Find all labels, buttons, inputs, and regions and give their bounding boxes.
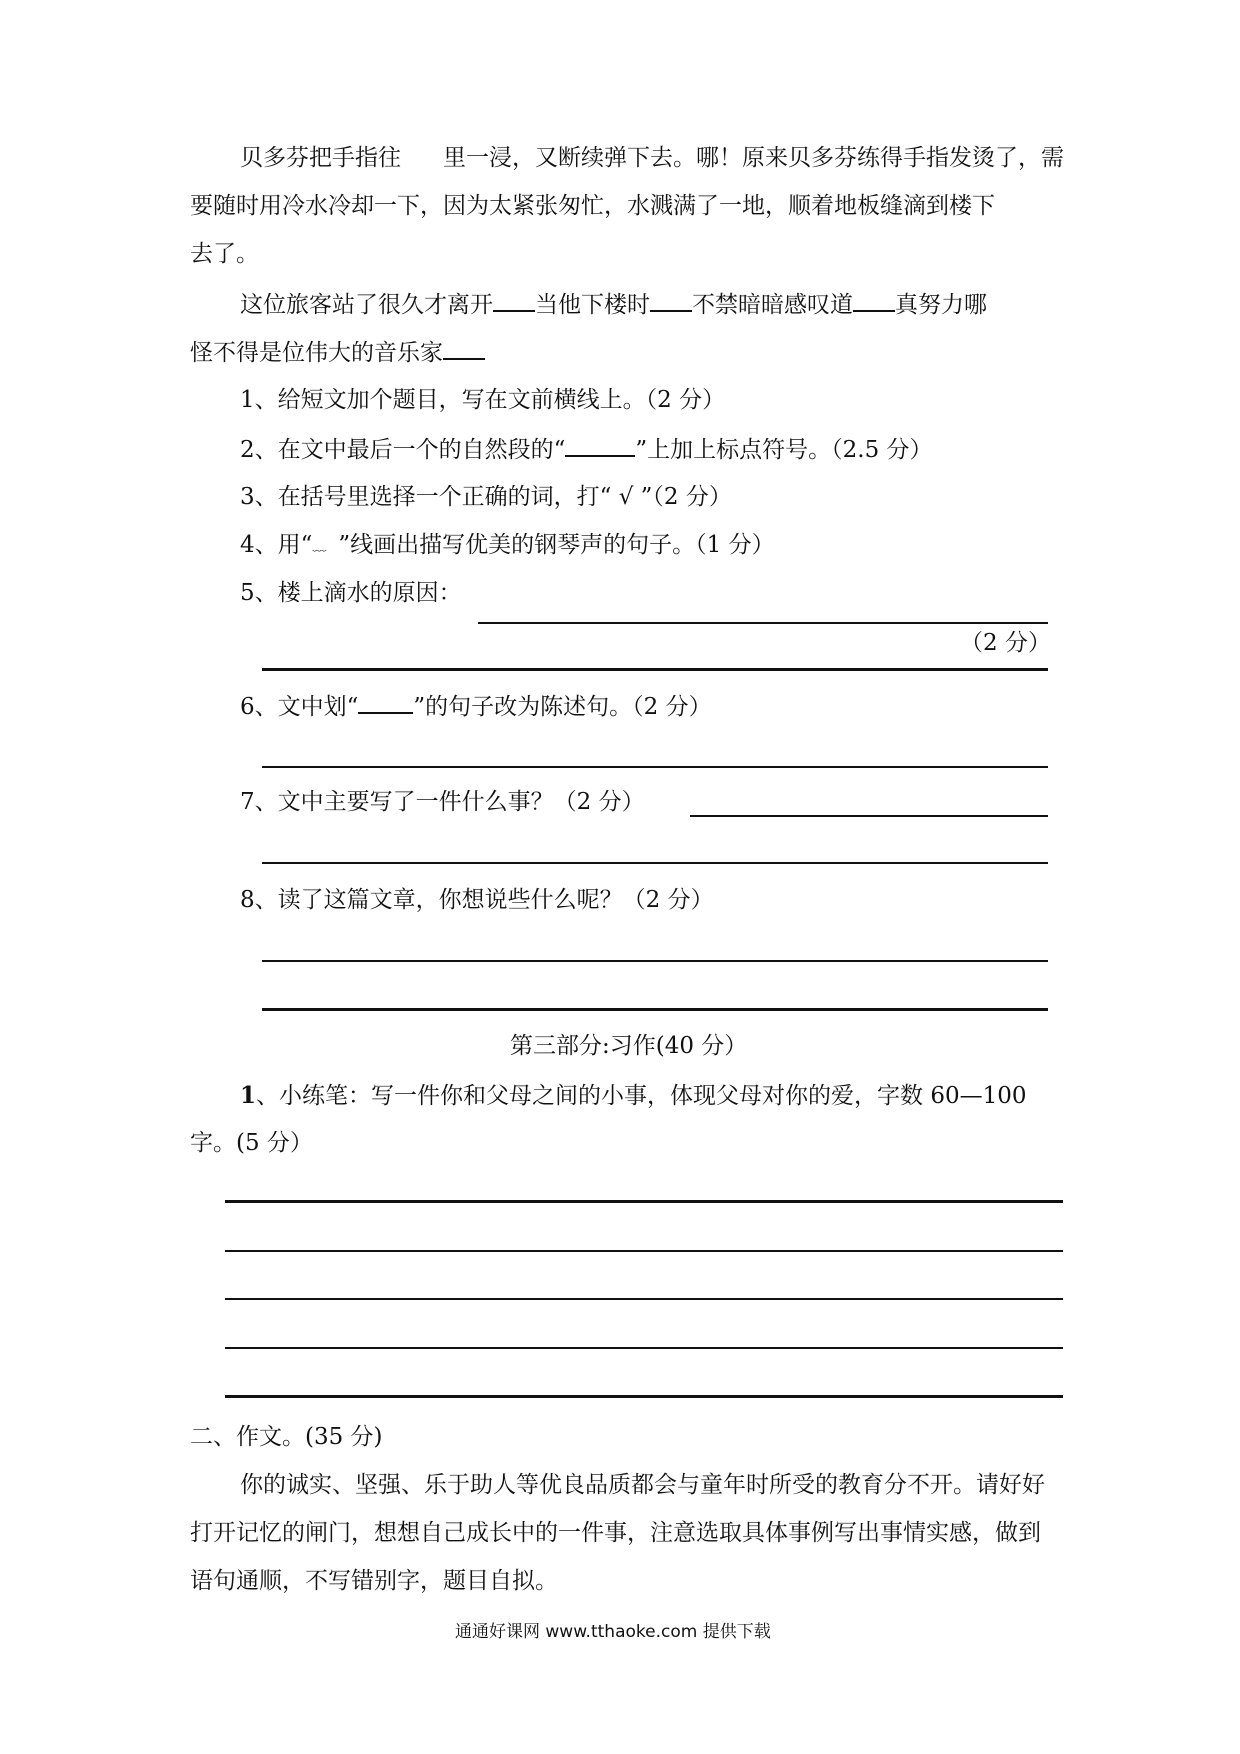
composition-title: 二、作文。(35 分) [190,1424,383,1450]
question-6 [240,692,712,722]
footer-credit: 通通好课网 www.tthaoke.com 提供下载 [455,1622,771,1642]
question-4 [240,532,775,560]
passage-line [240,290,987,320]
question-text: 2、在文中最后一个的自然段的“ [240,437,566,463]
passage-line: 去了。 [190,241,259,267]
answer-line[interactable] [262,668,1048,671]
question-5: 5、楼上滴水的原因： [240,580,462,606]
question-8: 8、读了这篇文章，你想说些什么呢？（2 分） [240,887,714,913]
writing-line[interactable] [225,1347,1063,1349]
writing-task-1-line2: 字。(5 分） [190,1130,313,1156]
question-text: ”上加上标点符号。（2.5 分） [635,437,933,463]
answer-line[interactable] [262,1008,1048,1011]
writing-task-1 [240,1082,1027,1111]
answer-line[interactable] [262,862,1048,864]
question-7: 7、文中主要写了一件什么事？（2 分） [240,789,645,815]
writing-line[interactable] [225,1200,1063,1203]
passage-text: 真努力哪 [895,292,987,318]
question-text: ”的句子改为陈述句。（2 分） [413,694,712,720]
writing-line[interactable] [225,1395,1063,1398]
composition-text: 打开记忆的闸门，想想自己成长中的一件事，注意选取具体事例写出事情实感，做到 [190,1520,1041,1546]
passage-text: 怪不得是位伟大的音乐家 [190,340,443,366]
passage-line [190,338,485,368]
punctuation-blank[interactable] [443,338,485,360]
answer-line[interactable] [690,815,1048,817]
passage-text: 贝多芬把手指往 [240,145,401,171]
composition-text: 你的诚实、坚强、乐于助人等优良品质都会与童年时所受的教育分不开。请好好 [240,1472,1045,1498]
question-1: 1、给短文加个题目，写在文前横线上。（2 分） [240,387,726,413]
answer-line[interactable] [478,622,1048,624]
question-text: 6、文中划“ [240,694,359,720]
passage-text: 里一浸，又断续弹下去。哪！原来贝多芬练得手指发烫了，需 [443,145,1064,171]
question-3: 3、在括号里选择一个正确的词，打“ √ ”（2 分） [240,484,732,510]
punctuation-blank[interactable] [853,290,895,312]
passage-line: 要随时用冷水冷却一下，因为太紧张匆忙，水溅满了一地，顺着地板缝滴到楼下 [190,193,995,219]
question-2 [240,435,933,465]
section-heading: 第三部分:习作(40 分） [510,1033,748,1059]
answer-line[interactable] [262,766,1048,768]
passage-text: 当他下楼时 [535,292,650,318]
passage-text: 这位旅客站了很久才离开 [240,292,493,318]
answer-line[interactable] [262,960,1048,962]
punctuation-blank[interactable] [493,290,535,312]
underline-sample [565,435,635,457]
question-text: ”线画出描写优美的钢琴声的句子。（1 分） [338,532,775,558]
wavy-line-sample: ﹏ [312,538,325,554]
punctuation-blank[interactable] [650,290,692,312]
task-number: 1 [240,1082,257,1109]
question-5-score: （2 分） [960,630,1051,656]
task-text: 、小练笔：写一件你和父母之间的小事，体现父母对你的爱，字数 60—100 [256,1083,1027,1109]
passage-text: 不禁暗暗感叹道 [692,292,853,318]
underline-sample [358,692,413,714]
writing-line[interactable] [225,1298,1063,1300]
passage-line [240,145,1064,173]
writing-line[interactable] [225,1250,1063,1252]
question-text: 4、用“ [240,532,313,558]
composition-text: 语句通顺，不写错别字，题目自拟。 [190,1568,558,1594]
